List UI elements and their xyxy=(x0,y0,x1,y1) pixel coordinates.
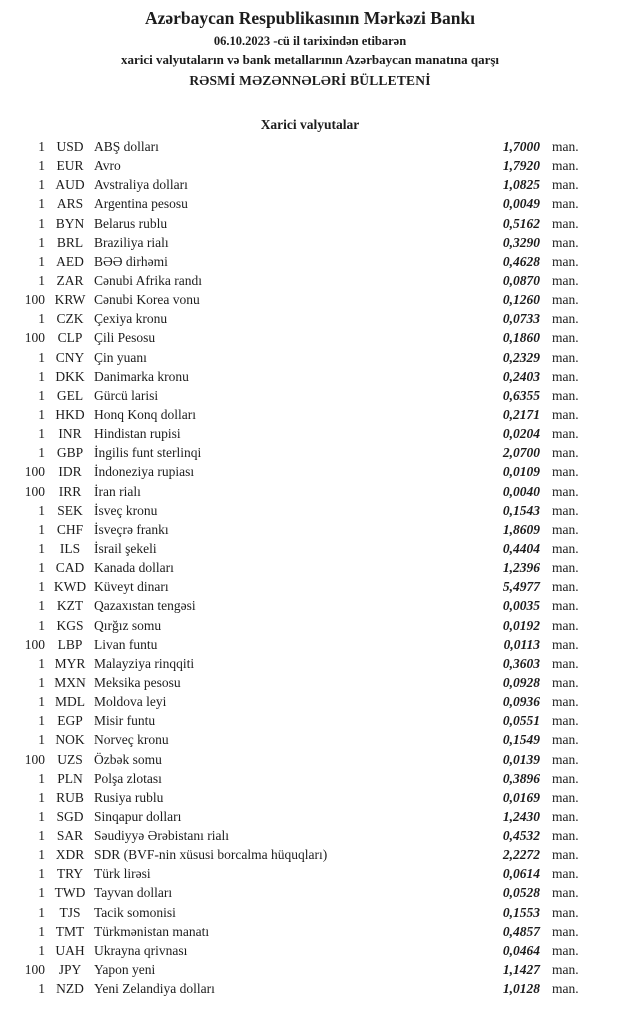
rate-row xyxy=(0,713,620,732)
unit-label: man. xyxy=(552,694,579,710)
currency-code: NZD xyxy=(56,981,84,997)
currency-code: IRR xyxy=(58,483,82,499)
rate-value: 0,0204 xyxy=(502,426,540,442)
rate-row xyxy=(0,196,620,215)
currency-name: Tayvan dolları xyxy=(94,885,173,901)
nominal-cell: 1 xyxy=(38,502,45,518)
currency-code: BRL xyxy=(56,234,84,250)
rate-row xyxy=(0,464,620,483)
currency-name: Honq Konq dolları xyxy=(94,406,196,422)
currency-name: Cənubi Afrika randı xyxy=(94,272,202,288)
rate-value: 0,2329 xyxy=(502,349,540,365)
rate-row xyxy=(0,369,620,388)
unit-label: man. xyxy=(552,923,579,939)
nominal-cell: 1 xyxy=(38,368,45,384)
nominal-cell: 1 xyxy=(38,866,45,882)
nominal-cell: 1 xyxy=(38,789,45,805)
unit-label: man. xyxy=(552,770,579,786)
nominal-cell: 1 xyxy=(38,540,45,556)
currency-name: Moldova leyi xyxy=(94,694,167,710)
nominal-cell: 1 xyxy=(38,521,45,537)
effective-date-line: 06.10.2023 -cü il tarixindən etibarən xyxy=(213,34,407,48)
rate-value: 0,0192 xyxy=(502,617,540,633)
rate-row xyxy=(0,618,620,637)
currency-name: Özbək somu xyxy=(94,751,162,767)
unit-label: man. xyxy=(552,139,579,154)
rate-row xyxy=(0,675,620,694)
currency-name: Tacik somonisi xyxy=(94,904,176,920)
currency-code: AUD xyxy=(55,177,85,193)
unit-label: man. xyxy=(552,368,579,384)
rate-value: 0,3896 xyxy=(502,770,540,786)
currency-code: CLP xyxy=(57,330,83,346)
currency-name: Qazaxıstan tengəsi xyxy=(94,598,196,614)
currency-code: AED xyxy=(56,253,84,269)
unit-label: man. xyxy=(552,311,579,327)
unit-label: man. xyxy=(552,942,579,958)
rate-row xyxy=(0,981,620,1000)
rate-row xyxy=(0,866,620,885)
rates-table xyxy=(0,139,620,1000)
currency-code: INR xyxy=(58,426,82,442)
rate-row xyxy=(0,790,620,809)
nominal-cell: 1 xyxy=(38,215,45,231)
nominal-cell: 1 xyxy=(38,426,45,442)
currency-code: CNY xyxy=(55,349,85,365)
bulletin-title: RƏSMİ MƏZƏNNƏLƏRİ BÜLLETENİ xyxy=(189,73,431,88)
unit-label: man. xyxy=(552,617,579,633)
rate-value: 0,0049 xyxy=(502,196,540,212)
unit-label: man. xyxy=(552,253,579,269)
nominal-cell: 1 xyxy=(38,808,45,824)
rate-value: 0,1549 xyxy=(502,732,540,748)
nominal-cell: 1 xyxy=(38,904,45,920)
nominal-cell: 1 xyxy=(38,253,45,269)
currency-name: Hindistan rupisi xyxy=(94,426,181,442)
unit-label: man. xyxy=(552,234,579,250)
unit-label: man. xyxy=(552,502,579,518)
rate-value: 0,0870 xyxy=(502,272,540,288)
rate-row xyxy=(0,330,620,349)
rate-row xyxy=(0,311,620,330)
unit-label: man. xyxy=(552,521,579,537)
rate-value: 0,2171 xyxy=(502,406,540,422)
unit-label: man. xyxy=(552,330,579,346)
rate-row xyxy=(0,273,620,292)
rate-value: 0,4628 xyxy=(502,253,540,269)
rate-row xyxy=(0,694,620,713)
currency-code: CAD xyxy=(55,560,85,576)
currency-code: UAH xyxy=(55,942,85,958)
nominal-cell: 100 xyxy=(24,483,45,499)
rate-value: 0,4857 xyxy=(502,923,540,939)
unit-label: man. xyxy=(552,598,579,614)
currency-name: Misir funtu xyxy=(94,713,156,729)
unit-label: man. xyxy=(552,713,579,729)
currency-name: Küveyt dinarı xyxy=(94,579,169,595)
unit-label: man. xyxy=(552,828,579,844)
currency-code: SGD xyxy=(56,808,84,824)
rate-row xyxy=(0,885,620,904)
rate-value: 0,4404 xyxy=(502,540,540,556)
rate-row xyxy=(0,809,620,828)
currency-code: CZK xyxy=(56,311,84,327)
nominal-cell: 1 xyxy=(38,655,45,671)
currency-code: CHF xyxy=(56,521,84,537)
rate-value: 1,2430 xyxy=(502,808,540,824)
rate-value: 1,8609 xyxy=(502,521,540,537)
currency-name: Avro xyxy=(94,158,121,174)
nominal-cell: 1 xyxy=(38,177,45,193)
rate-row xyxy=(0,598,620,617)
unit-label: man. xyxy=(552,272,579,288)
currency-name: Sinqapur dolları xyxy=(94,808,182,824)
unit-label: man. xyxy=(552,464,579,480)
rate-row xyxy=(0,924,620,943)
nominal-cell: 1 xyxy=(38,713,45,729)
nominal-cell: 1 xyxy=(38,311,45,327)
nominal-cell: 1 xyxy=(38,349,45,365)
currency-code: GBP xyxy=(56,445,84,461)
rate-row xyxy=(0,158,620,177)
nominal-cell: 1 xyxy=(38,158,45,174)
currency-code: MDL xyxy=(55,694,85,710)
nominal-cell: 1 xyxy=(38,598,45,614)
unit-label: man. xyxy=(552,292,579,308)
currency-name: İsrail şekeli xyxy=(94,540,157,556)
nominal-cell: 1 xyxy=(38,847,45,863)
rate-row xyxy=(0,771,620,790)
rate-value: 0,3603 xyxy=(502,655,540,671)
rate-row xyxy=(0,656,620,675)
currency-name: Türkmənistan manatı xyxy=(94,923,210,939)
rate-value: 0,0035 xyxy=(502,598,540,614)
unit-label: man. xyxy=(552,962,579,978)
unit-label: man. xyxy=(552,789,579,805)
bulletin-header xyxy=(0,6,620,90)
rate-row xyxy=(0,732,620,751)
currency-code: HKD xyxy=(55,406,85,422)
currency-name: Türk lirəsi xyxy=(94,866,151,882)
rate-row xyxy=(0,962,620,981)
nominal-cell: 1 xyxy=(38,885,45,901)
unit-label: man. xyxy=(552,866,579,882)
nominal-cell: 100 xyxy=(24,464,45,480)
nominal-cell: 100 xyxy=(24,751,45,767)
unit-label: man. xyxy=(552,847,579,863)
currency-name: Yapon yeni xyxy=(94,962,156,978)
rate-value: 0,0614 xyxy=(502,866,540,882)
currency-code: KWD xyxy=(53,579,87,595)
rate-value: 0,4532 xyxy=(502,828,540,844)
currency-name: Malayziya rinqqiti xyxy=(94,655,195,671)
rate-row xyxy=(0,235,620,254)
currency-code: RUB xyxy=(56,789,84,805)
rate-value: 0,0733 xyxy=(502,311,540,327)
subject-line: xarici valyutaların və bank metallarının Azərbaycan manatına qarşı xyxy=(120,52,500,67)
unit-label: man. xyxy=(552,406,579,422)
rate-row xyxy=(0,943,620,962)
currency-name: Avstraliya dolları xyxy=(94,177,188,193)
currency-name: Çexiya kronu xyxy=(94,311,168,327)
rate-value: 0,2403 xyxy=(502,368,540,384)
currency-name: İsveçrə frankı xyxy=(94,521,169,537)
currency-code: ILS xyxy=(59,540,81,556)
currency-name: Kanada dolları xyxy=(94,560,174,576)
nominal-cell: 1 xyxy=(38,770,45,786)
rate-row xyxy=(0,522,620,541)
currency-code: GEL xyxy=(56,387,84,403)
nominal-cell: 1 xyxy=(38,828,45,844)
currency-code: EUR xyxy=(56,158,84,174)
currency-code: JPY xyxy=(58,962,82,978)
currency-code: MXN xyxy=(54,674,86,690)
currency-name: Argentina pesosu xyxy=(94,196,188,212)
rate-row xyxy=(0,905,620,924)
unit-label: man. xyxy=(552,560,579,576)
unit-label: man. xyxy=(552,215,579,231)
unit-label: man. xyxy=(552,885,579,901)
rate-value: 0,0113 xyxy=(503,636,540,652)
currency-name: Cənubi Korea vonu xyxy=(94,292,200,308)
rate-value: 5,4977 xyxy=(502,579,540,595)
unit-label: man. xyxy=(552,426,579,442)
rate-row xyxy=(0,484,620,503)
unit-label: man. xyxy=(552,579,579,595)
nominal-cell: 1 xyxy=(38,272,45,288)
currency-code: MYR xyxy=(54,655,86,671)
rate-value: 0,1860 xyxy=(502,330,540,346)
currency-name: BƏƏ dirhəmi xyxy=(94,253,168,269)
section-title-foreign-currencies: Xarici valyutalar xyxy=(260,117,360,132)
currency-code: SAR xyxy=(56,828,84,844)
bank-name: Azərbaycan Respublikasının Mərkəzi Bankı xyxy=(144,8,476,28)
currency-code: EGP xyxy=(57,713,83,729)
nominal-cell: 1 xyxy=(38,617,45,633)
unit-label: man. xyxy=(552,808,579,824)
currency-code: KRW xyxy=(54,292,86,308)
currency-name: Livan funtu xyxy=(94,636,158,652)
nominal-cell: 1 xyxy=(38,139,45,154)
rate-row xyxy=(0,407,620,426)
currency-code: TMT xyxy=(55,923,85,939)
rate-value: 2,2272 xyxy=(502,847,540,863)
rate-row xyxy=(0,388,620,407)
rate-row xyxy=(0,177,620,196)
rate-row xyxy=(0,254,620,273)
nominal-cell: 1 xyxy=(38,923,45,939)
nominal-cell: 100 xyxy=(24,330,45,346)
unit-label: man. xyxy=(552,483,579,499)
rate-value: 2,0700 xyxy=(502,445,540,461)
unit-label: man. xyxy=(552,674,579,690)
currency-code: DKK xyxy=(55,368,85,384)
rate-value: 0,0139 xyxy=(502,751,540,767)
currency-name: Gürcü larisi xyxy=(94,387,159,403)
currency-code: ZAR xyxy=(56,272,84,288)
unit-label: man. xyxy=(552,445,579,461)
rate-row xyxy=(0,503,620,522)
unit-label: man. xyxy=(552,540,579,556)
currency-name: Danimarka kronu xyxy=(94,368,189,384)
unit-label: man. xyxy=(552,904,579,920)
rate-value: 0,1543 xyxy=(502,502,540,518)
nominal-cell: 100 xyxy=(24,636,45,652)
rate-value: 1,7000 xyxy=(502,139,540,154)
nominal-cell: 1 xyxy=(38,196,45,212)
rate-value: 0,0528 xyxy=(502,885,540,901)
rate-row xyxy=(0,579,620,598)
currency-code: SEK xyxy=(57,502,83,518)
rate-row xyxy=(0,139,620,158)
rate-value: 1,1427 xyxy=(502,962,540,978)
nominal-cell: 1 xyxy=(38,445,45,461)
unit-label: man. xyxy=(552,732,579,748)
currency-name: Belarus rublu xyxy=(94,215,168,231)
currency-name: Ukrayna qrivnası xyxy=(94,942,188,958)
rate-row xyxy=(0,350,620,369)
nominal-cell: 1 xyxy=(38,387,45,403)
rate-value: 0,6355 xyxy=(502,387,540,403)
nominal-cell: 1 xyxy=(38,674,45,690)
rate-value: 1,2396 xyxy=(502,560,540,576)
rate-row xyxy=(0,828,620,847)
currency-name: ABŞ dolları xyxy=(94,139,159,154)
nominal-cell: 100 xyxy=(24,962,45,978)
currency-code: BYN xyxy=(55,215,85,231)
currency-name: Rusiya rublu xyxy=(94,789,164,805)
rate-value: 0,3290 xyxy=(502,234,540,250)
rate-value: 0,5162 xyxy=(502,215,540,231)
currency-code: NOK xyxy=(55,732,85,748)
unit-label: man. xyxy=(552,387,579,403)
rate-value: 0,1553 xyxy=(502,904,540,920)
nominal-cell: 1 xyxy=(38,579,45,595)
currency-name: Polşa zlotası xyxy=(94,770,162,786)
currency-code: TWD xyxy=(54,885,86,901)
currency-name: Çin yuanı xyxy=(94,349,147,365)
rate-value: 0,0169 xyxy=(502,789,540,805)
currency-name: Norveç kronu xyxy=(94,732,169,748)
unit-label: man. xyxy=(552,177,579,193)
currency-name: İran rialı xyxy=(94,483,141,499)
nominal-cell: 100 xyxy=(24,292,45,308)
rate-row xyxy=(0,445,620,464)
currency-code: ARS xyxy=(56,196,84,212)
rate-value: 0,0551 xyxy=(502,713,540,729)
currency-name: Səudiyyə Ərəbistanı rialı xyxy=(94,828,229,844)
rate-value: 0,0464 xyxy=(502,942,540,958)
unit-label: man. xyxy=(552,158,579,174)
rate-row xyxy=(0,426,620,445)
rate-row xyxy=(0,216,620,235)
rate-row xyxy=(0,847,620,866)
nominal-cell: 1 xyxy=(38,942,45,958)
currency-name: Braziliya rialı xyxy=(94,234,169,250)
rate-value: 0,1260 xyxy=(502,292,540,308)
rate-value: 1,7920 xyxy=(502,158,540,174)
nominal-cell: 1 xyxy=(38,981,45,997)
currency-code: USD xyxy=(56,139,84,154)
rate-value: 1,0128 xyxy=(502,981,540,997)
rate-row xyxy=(0,541,620,560)
currency-code: LBP xyxy=(57,636,83,652)
currency-code: PLN xyxy=(57,770,83,786)
unit-label: man. xyxy=(552,196,579,212)
rate-value: 0,0928 xyxy=(502,674,540,690)
unit-label: man. xyxy=(552,349,579,365)
rate-row xyxy=(0,637,620,656)
unit-label: man. xyxy=(552,981,579,997)
currency-code: TJS xyxy=(59,904,81,920)
currency-name: Qırğız somu xyxy=(94,617,162,633)
nominal-cell: 1 xyxy=(38,732,45,748)
unit-label: man. xyxy=(552,655,579,671)
rate-value: 0,0936 xyxy=(502,694,540,710)
nominal-cell: 1 xyxy=(38,560,45,576)
currency-name: Meksika pesosu xyxy=(94,674,181,690)
nominal-cell: 1 xyxy=(38,406,45,422)
nominal-cell: 1 xyxy=(38,234,45,250)
rate-row xyxy=(0,560,620,579)
rate-value: 1,0825 xyxy=(502,177,540,193)
currency-name: Çili Pesosu xyxy=(94,330,156,346)
currency-code: KGS xyxy=(56,617,84,633)
currency-name: Yeni Zelandiya dolları xyxy=(94,981,215,997)
currency-code: XDR xyxy=(55,847,85,863)
unit-label: man. xyxy=(552,636,579,652)
currency-code: TRY xyxy=(56,866,84,882)
currency-name: İsveç kronu xyxy=(94,502,158,518)
rate-row xyxy=(0,752,620,771)
currency-code: UZS xyxy=(57,751,83,767)
rate-value: 0,0109 xyxy=(502,464,540,480)
currency-code: KZT xyxy=(56,598,84,614)
nominal-cell: 1 xyxy=(38,694,45,710)
currency-code: IDR xyxy=(58,464,82,480)
rate-row xyxy=(0,292,620,311)
unit-label: man. xyxy=(552,751,579,767)
currency-name: İngilis funt sterlinqi xyxy=(94,445,202,461)
rate-value: 0,0040 xyxy=(502,483,540,499)
currency-name: SDR (BVF-nin xüsusi borcalma hüquqları) xyxy=(94,847,328,863)
currency-name: İndoneziya rupiası xyxy=(94,464,195,480)
